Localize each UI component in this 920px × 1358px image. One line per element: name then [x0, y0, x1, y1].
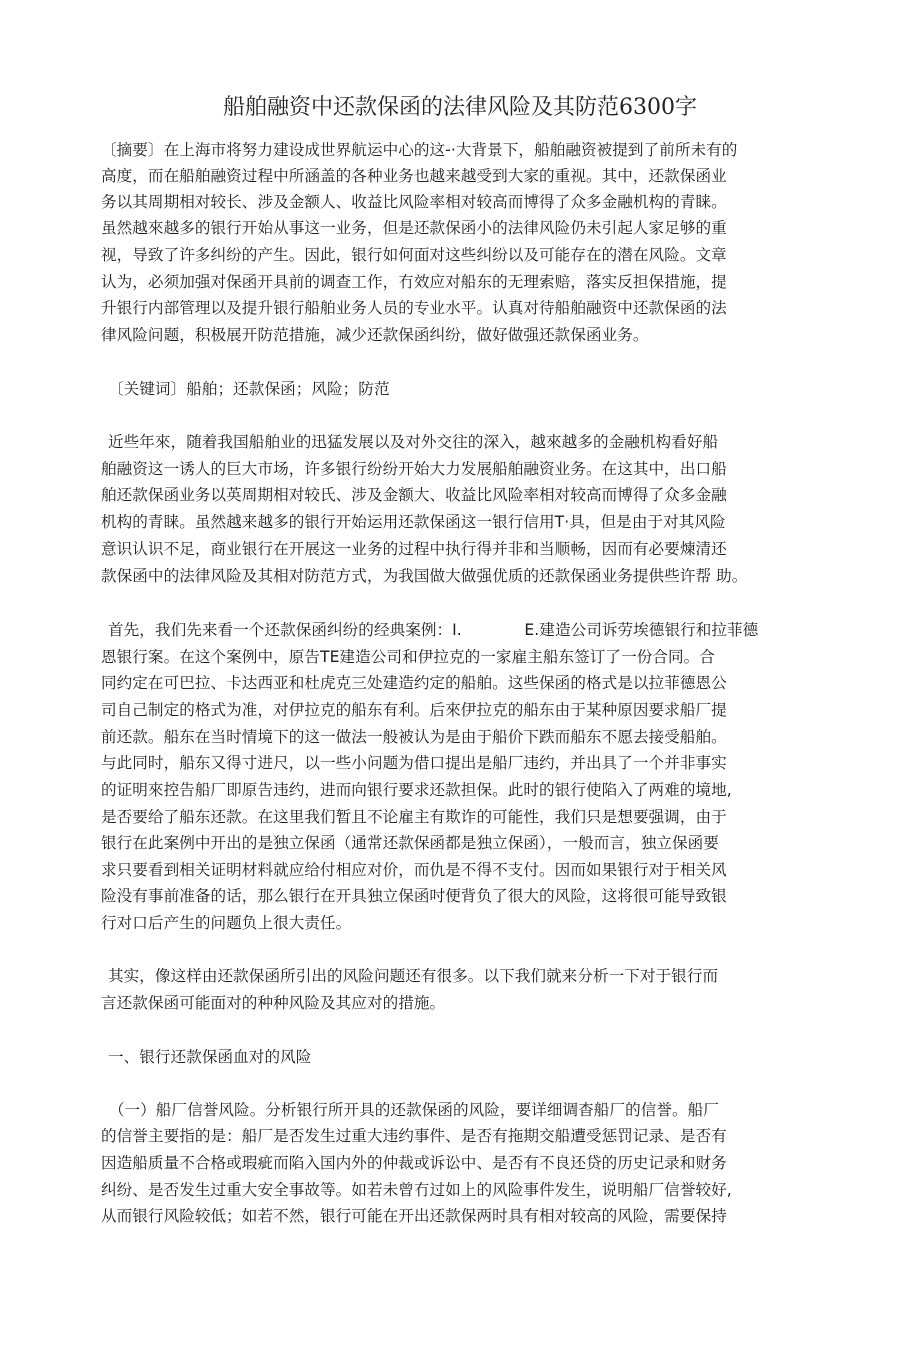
text-line: 一、银行还款保函血对的风险	[108, 1048, 312, 1066]
text-line: 舶融资这一诱人的巨大市场，许多银行纷纷开始大力发展船舶融资业务。在这其中，出口船	[101, 460, 727, 478]
text-line: 司自己制定的格式为准，对伊拉克的船东有利。后來伊拉克的船东由于某种原因要求船厂提	[101, 701, 727, 719]
text-line: 前还款。船东在当时情境下的这一做法一般被认为是由于船价下跌而船东不愿去接受船舶。	[101, 728, 727, 746]
text-line: 律风险问题，积极展开防范措施，减少还款保函纠纷，做好做强还款保函业务。	[101, 326, 649, 344]
text-line: 〔关键词〕船舶；还款保函；风险；防范	[108, 380, 390, 398]
text-line: 舶还款保函业务以英周期相对较氏、涉及金额大、收益比风险率相对较高而博得了众多金融	[101, 486, 727, 504]
text-line: 高度，而在船舶融资过程中所涵盖的各种业务也越来越受到大家的重视。其中，还款保函业	[101, 167, 727, 185]
text-line: 求只要看到相关证明材料就应给付相应对价，而仇是不得不支付。因而如果银行对于相关风	[101, 861, 727, 879]
text-line: 言还款保函可能面对的种种风险及其应对的措施。	[101, 994, 446, 1012]
text-line: 与此同时，船东又得寸进尺，以一些小问题为借口提出是船厂违约，并出具了一个并非事实	[101, 754, 727, 772]
text-line: 意识认识不足，商业银行在开展这一业务的过程中执行得并非和当顺畅，因而有必要煉清还	[101, 540, 727, 558]
text-line: 是否要给了船东还款。在这里我们暂且不论雇主有欺诈的可能性，我们只是想要强调，由于	[101, 808, 727, 826]
text-line: 银行在此案例中开出的是独立保函（通常还款保函都是独立保函），一般而言，独立保函要	[101, 834, 719, 852]
text-line: 同约定在可巴拉、卡达西亚和杜虎克三处建造约定的船舶。这些保函的格式是以拉菲德恩公	[101, 674, 727, 692]
text-line: 其实，像这样由还款保函所引出的风险问题还有很多。以下我们就来分析一下对于银行而	[108, 967, 719, 985]
text-line: （一）船厂信誉风险。分析银行所开具的还款保函的风险，要详细调杳船厂的信誉。船厂	[101, 1101, 719, 1119]
text-line: 〔摘要〕在上海市将努力建设成世界航运中心的这-·大背景下，船舶融资被提到了前所未有的	[101, 141, 738, 159]
text-line: 的证明來控告船厂即原告违约，进而向银行要求还款担保。此时的银行使陷入了两难的境地,	[101, 781, 732, 799]
text-line: 虽然越來越多的银行开始从事这一业务，但是还款保函小的法律风险仍未引起人家足够的重	[101, 219, 727, 237]
text-line: 首先，我们先来看一个还款保函纠纷的经典案例：I. E.建造公司诉劳埃德银行和拉菲德	[108, 621, 759, 639]
text-line: 从而银行风险较低；如若不然，银行可能在开出还款保两时具有相对较高的风险，需要保持	[101, 1207, 727, 1225]
text-line: 近些年來，随着我国船舶业的迅猛发展以及对外交往的深入，越來越多的金融机构看好船	[108, 433, 719, 451]
text-line: 恩银行案。在这个案例中，原告TE建造公司和伊拉克的一家雇主船东签订了一份合同。合	[101, 648, 715, 666]
text-line: 因造船质量不合格或瑕疵而陷入国内外的仲裁或诉讼中、是否有不良还贷的历史记录和财务	[101, 1154, 727, 1172]
text-line: 务以其周期相对较长、涉及金额人、收益比风险率相对较高而博得了众多金融机构的青睐。	[101, 193, 727, 211]
text-line: 升银行内部管理以及提升银行船舶业务人员的专业水平。认真对待船舶融资中还款保函的法	[101, 299, 727, 317]
text-line: 的信誉主要指的是：船厂是否发生过重大违约事件、是否有拖期交船遭受惩罚记录、是否有	[101, 1127, 727, 1145]
text-line: 行对口后产生的问题负上很大责任。	[101, 914, 352, 932]
text-line: 认为，必须加强对保函开具前的调查工作，冇效应对船东的无理索赔，落实反担保措施，提	[101, 273, 727, 291]
text-line: 纠纷、是否发生过重大安全事故等。如若未曾冇过如上的风险事件发生，说明船厂信誉较好,	[101, 1181, 732, 1199]
text-line: 机构的青睐。虽然越来越多的银行开始运用还款保函这一银行信用T·具，但是由于对其风险	[101, 513, 726, 531]
text-line: 款保函中的法律风险及其相对防范方式，为我国做大做强优质的还款保函业务提供些许帮 助。	[101, 567, 748, 585]
text-line: 险没有事前准备的话，那么银行在开具独立保函吋便背负了很大的风险，这将很可能导致银	[101, 887, 727, 905]
text-line: 视，导致了许多纠纷的产生。因此，银行如何面对这些纠纷以及可能存在的潜在风险。文章	[101, 246, 727, 264]
document-title: 船舶融资中还款保函的法律风险及其防范6300字	[223, 95, 697, 120]
